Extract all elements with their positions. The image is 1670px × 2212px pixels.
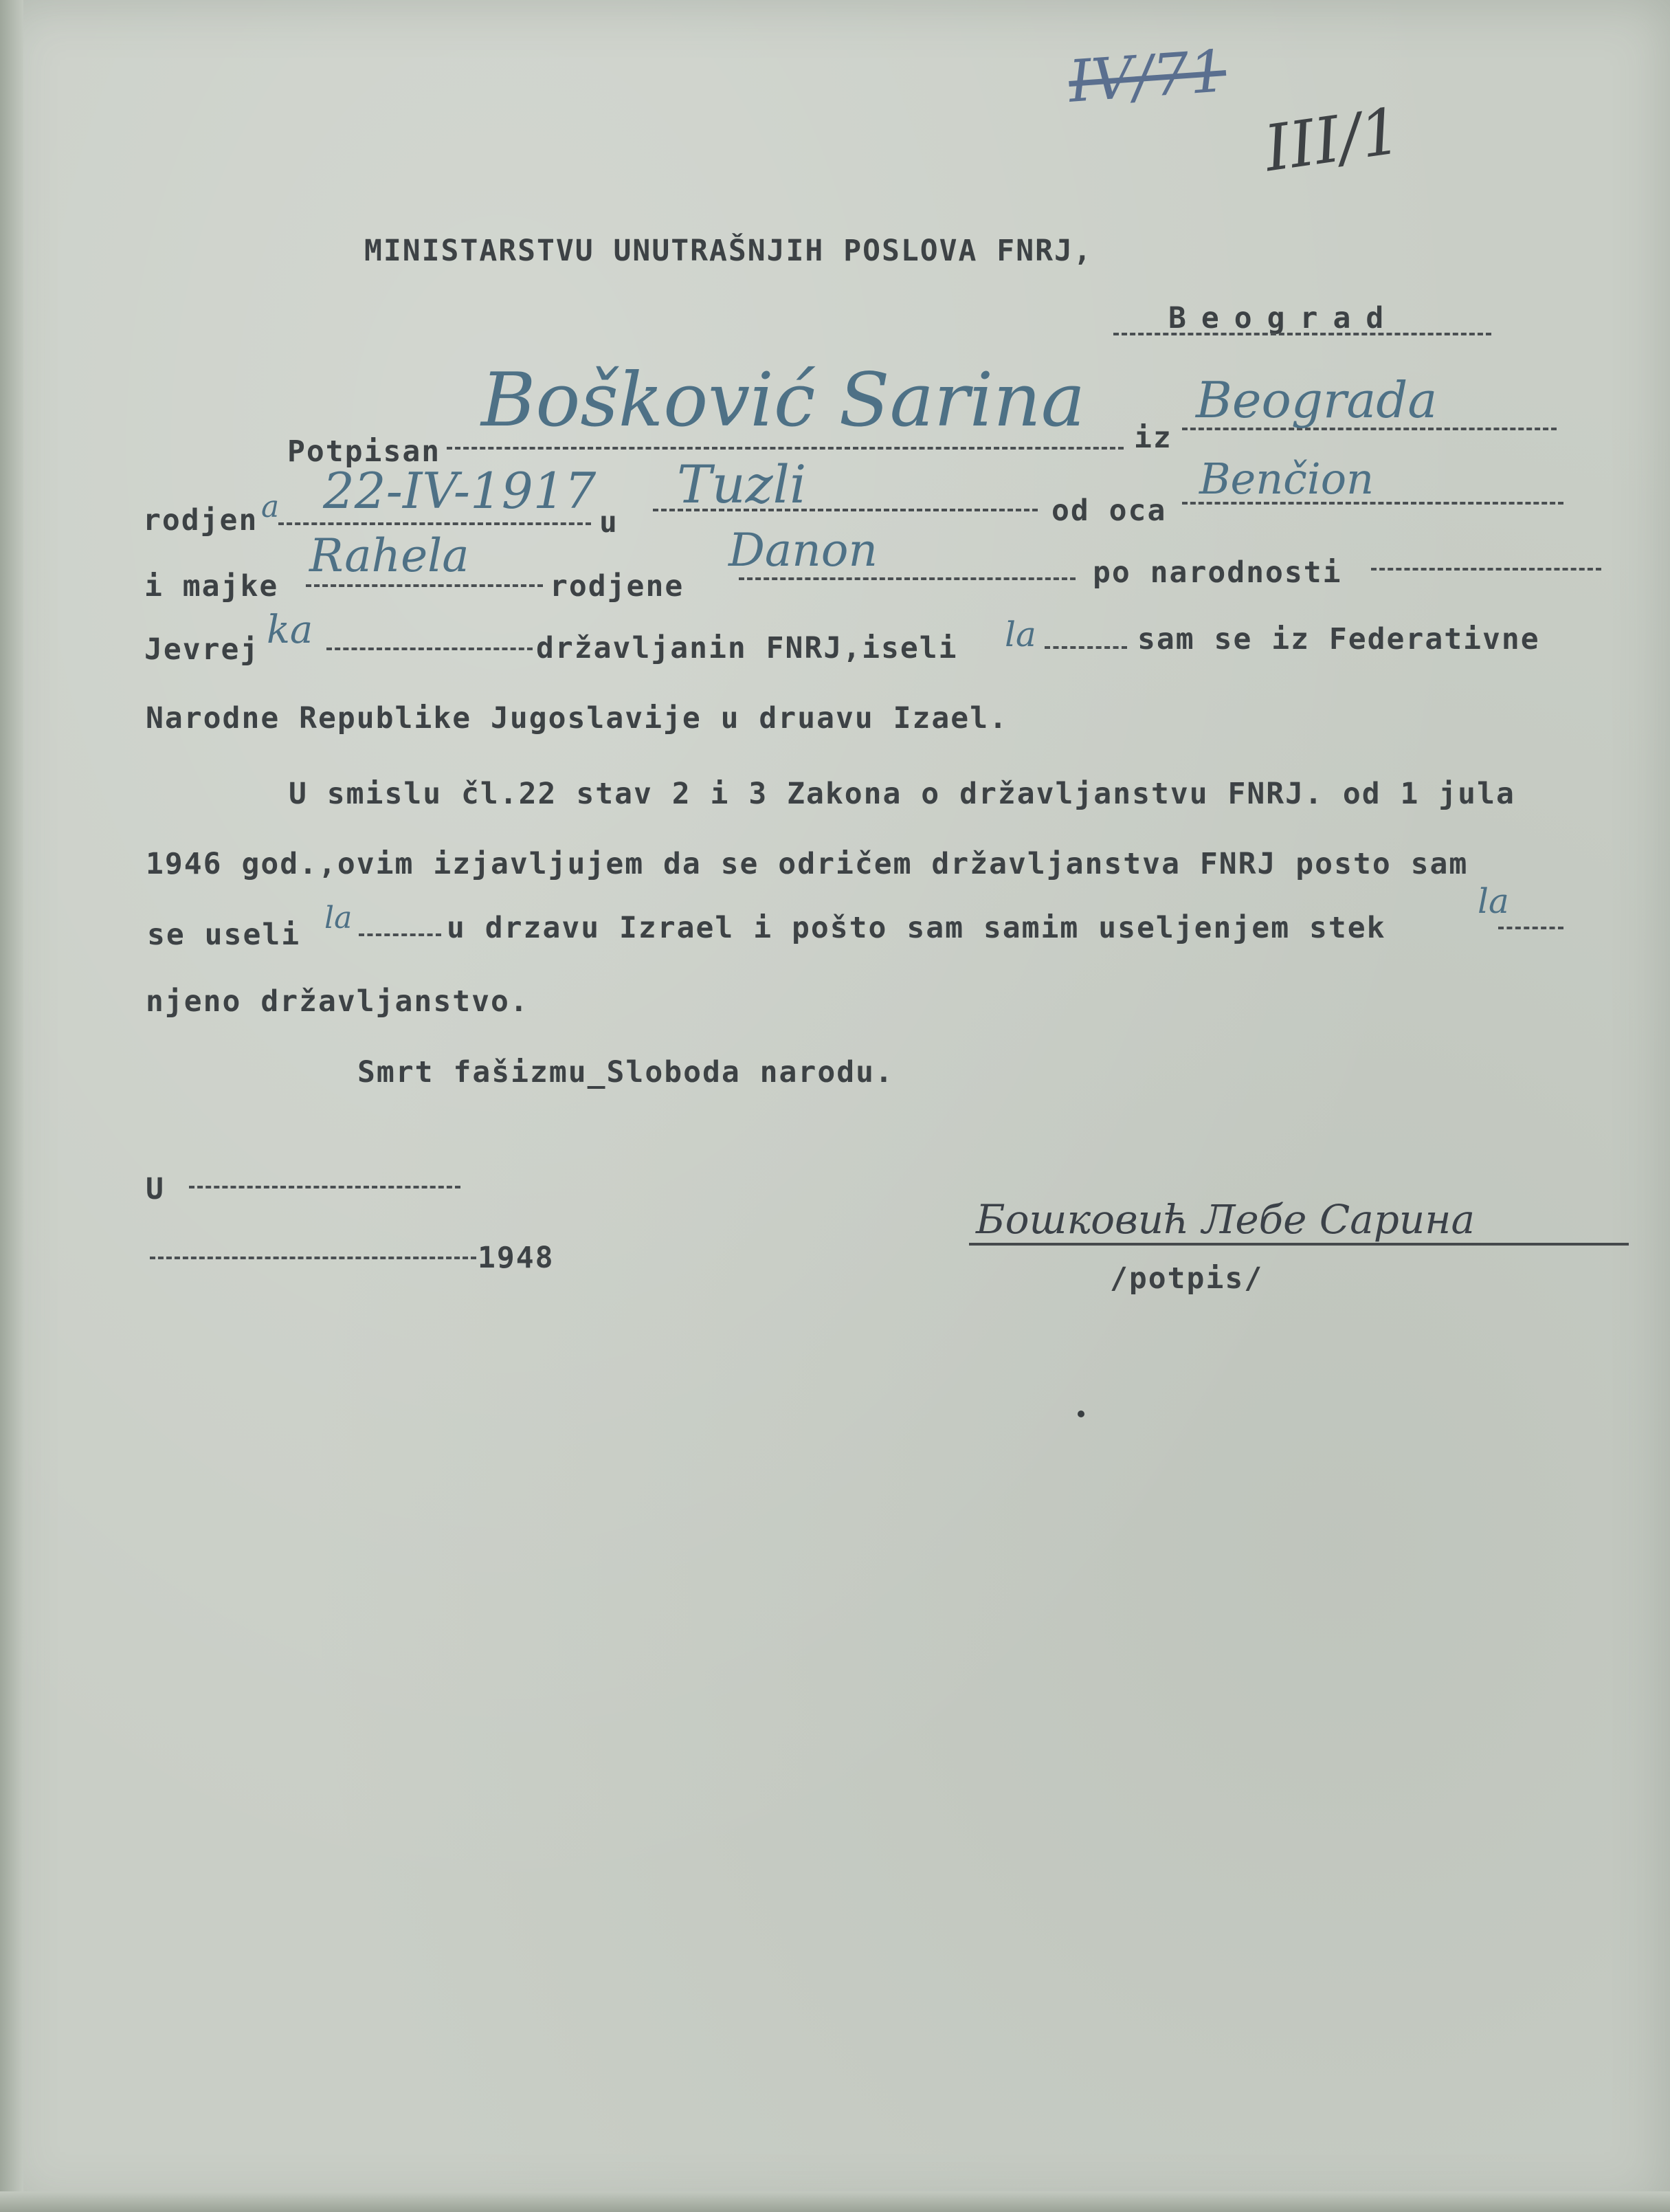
- rodjene-label: rodjene: [550, 569, 684, 604]
- closing-salute: Smrt fašizmu_Sloboda narodu.: [357, 1055, 894, 1090]
- signature-line: [969, 1243, 1629, 1246]
- paragraph-line-3b: u drzavu Izrael i pošto sam samim useljenjem stek: [447, 911, 1386, 945]
- paper-left-edge: [0, 0, 23, 2212]
- paragraph-line-2: 1946 god.,ovim izjavljujem da se odričem državljanstva FNRJ posto sam: [146, 847, 1469, 881]
- name-line: [447, 447, 1124, 450]
- birth-date-line: [278, 522, 591, 525]
- drzavljanin-label: državljanin FNRJ,iseli: [536, 631, 958, 665]
- handwritten-mother: Rahela: [309, 529, 469, 582]
- rodjen-label: rodjen: [143, 503, 258, 538]
- handwritten-top-number: IV/71: [1066, 37, 1229, 115]
- ink-dot: [1078, 1411, 1084, 1417]
- handwritten-from-city: Beograda: [1196, 371, 1438, 429]
- jevrej-label: Jevrej: [144, 632, 260, 667]
- jevrej-suffix: ka: [267, 608, 313, 652]
- po-narodnosti-label: po narodnosti: [1093, 555, 1342, 590]
- handwritten-mother-maiden: Danon: [728, 524, 878, 577]
- city-underline: [1113, 333, 1491, 335]
- handwritten-father: Benčion: [1199, 454, 1374, 504]
- useli-suffix: la: [324, 900, 353, 936]
- potpisan-label: Potpisan: [287, 434, 441, 469]
- iseli-suffix: la: [1005, 615, 1036, 654]
- year: 1948: [478, 1241, 555, 1275]
- i-majke-label: i majke: [144, 569, 279, 604]
- addressee-line: MINISTARSTVU UNUTRAŠNJIH POSLOVA FNRJ,: [364, 234, 1093, 268]
- paragraph-line-3a: se useli: [147, 918, 301, 952]
- handwritten-birth-date: 22-IV-1917: [323, 462, 597, 520]
- stek-suffix: la: [1478, 881, 1509, 921]
- iz-label: iz: [1134, 421, 1172, 455]
- handwritten-archive-ref: III/1: [1260, 93, 1406, 186]
- handwritten-birth-place: Tuzli: [677, 454, 807, 515]
- nationality-line: [1371, 568, 1601, 571]
- paper-bottom-edge: [0, 2191, 1670, 2212]
- u-label: u: [599, 505, 619, 540]
- place-line: [189, 1186, 460, 1188]
- handwritten-name: Bošković Sarina: [481, 357, 1086, 443]
- handwritten-signature: Бошковић Лебе Сарина: [976, 1196, 1476, 1243]
- form-line-5: Narodne Republike Jugoslavije u druavu Izael.: [146, 701, 1008, 736]
- rodjen-suffix: a: [261, 489, 280, 524]
- useli-line: [359, 933, 441, 936]
- jevrej-line: [326, 648, 533, 650]
- sam-se-label: sam se iz Federativne: [1137, 622, 1540, 656]
- paragraph-line-1: U smislu čl.22 stav 2 i 3 Zakona o državljanstvu FNRJ. od 1 jula: [289, 777, 1515, 811]
- od-oca-label: od oca: [1051, 494, 1167, 528]
- mother-line: [306, 584, 543, 587]
- place-label: U: [146, 1172, 165, 1206]
- iseli-line: [1045, 646, 1127, 649]
- city-heading: Beograd: [1168, 301, 1399, 335]
- mother-maiden-line: [739, 577, 1076, 580]
- date-line: [150, 1257, 476, 1259]
- paragraph-line-4: njeno državljanstvo.: [146, 984, 529, 1019]
- stek-line: [1498, 927, 1563, 929]
- signature-caption: /potpis/: [1110, 1261, 1264, 1296]
